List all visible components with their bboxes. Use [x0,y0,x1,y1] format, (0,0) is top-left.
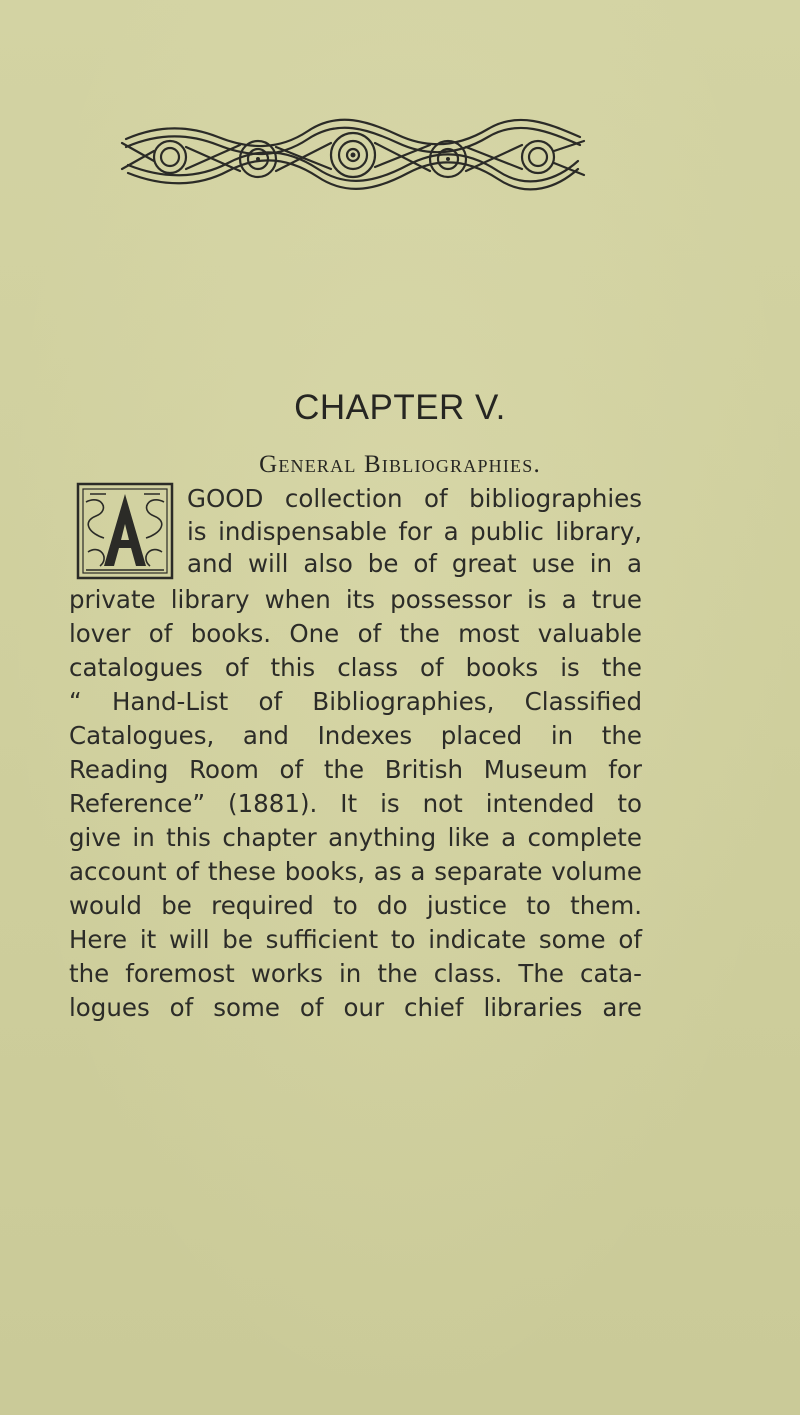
letter-a-drop-cap-icon [76,482,174,580]
body-line-12: account of these books, as a separate volume [69,857,642,886]
section-title: General Bibliographies. [259,451,541,478]
celtic-knot-headpiece-icon [118,117,588,195]
body-line-10: Reference” (1881). It is not intended to [69,789,642,818]
body-line-1: GOOD collection of bibliographies [187,484,642,513]
body-line-4: private library when its possessor is a true [69,585,642,614]
body-line-11: give in this chapter anything like a complete [69,823,642,852]
body-line-15: the foremost works in the class. The cata- [69,959,642,988]
body-line-13: would be required to do justice to them. [69,891,642,920]
body-line-7: “ Hand-List of Bibliographies, Classified [69,687,642,716]
body-line-9: Reading Room of the British Museum for [69,755,642,784]
body-line-2: is indispensable for a public library, [187,517,642,546]
body-line-14: Here it will be sufficient to indicate some of [69,925,642,954]
body-line-16: logues of some of our chief libraries are [69,993,642,1022]
chapter-title: CHAPTER V. [294,388,506,427]
body-line-6: catalogues of this class of books is the [69,653,642,682]
body-line-8: Catalogues, and Indexes placed in the [69,721,642,750]
body-line-3: and will also be of great use in a [187,549,642,578]
body-line-5: lover of books. One of the most valuable [69,619,642,648]
